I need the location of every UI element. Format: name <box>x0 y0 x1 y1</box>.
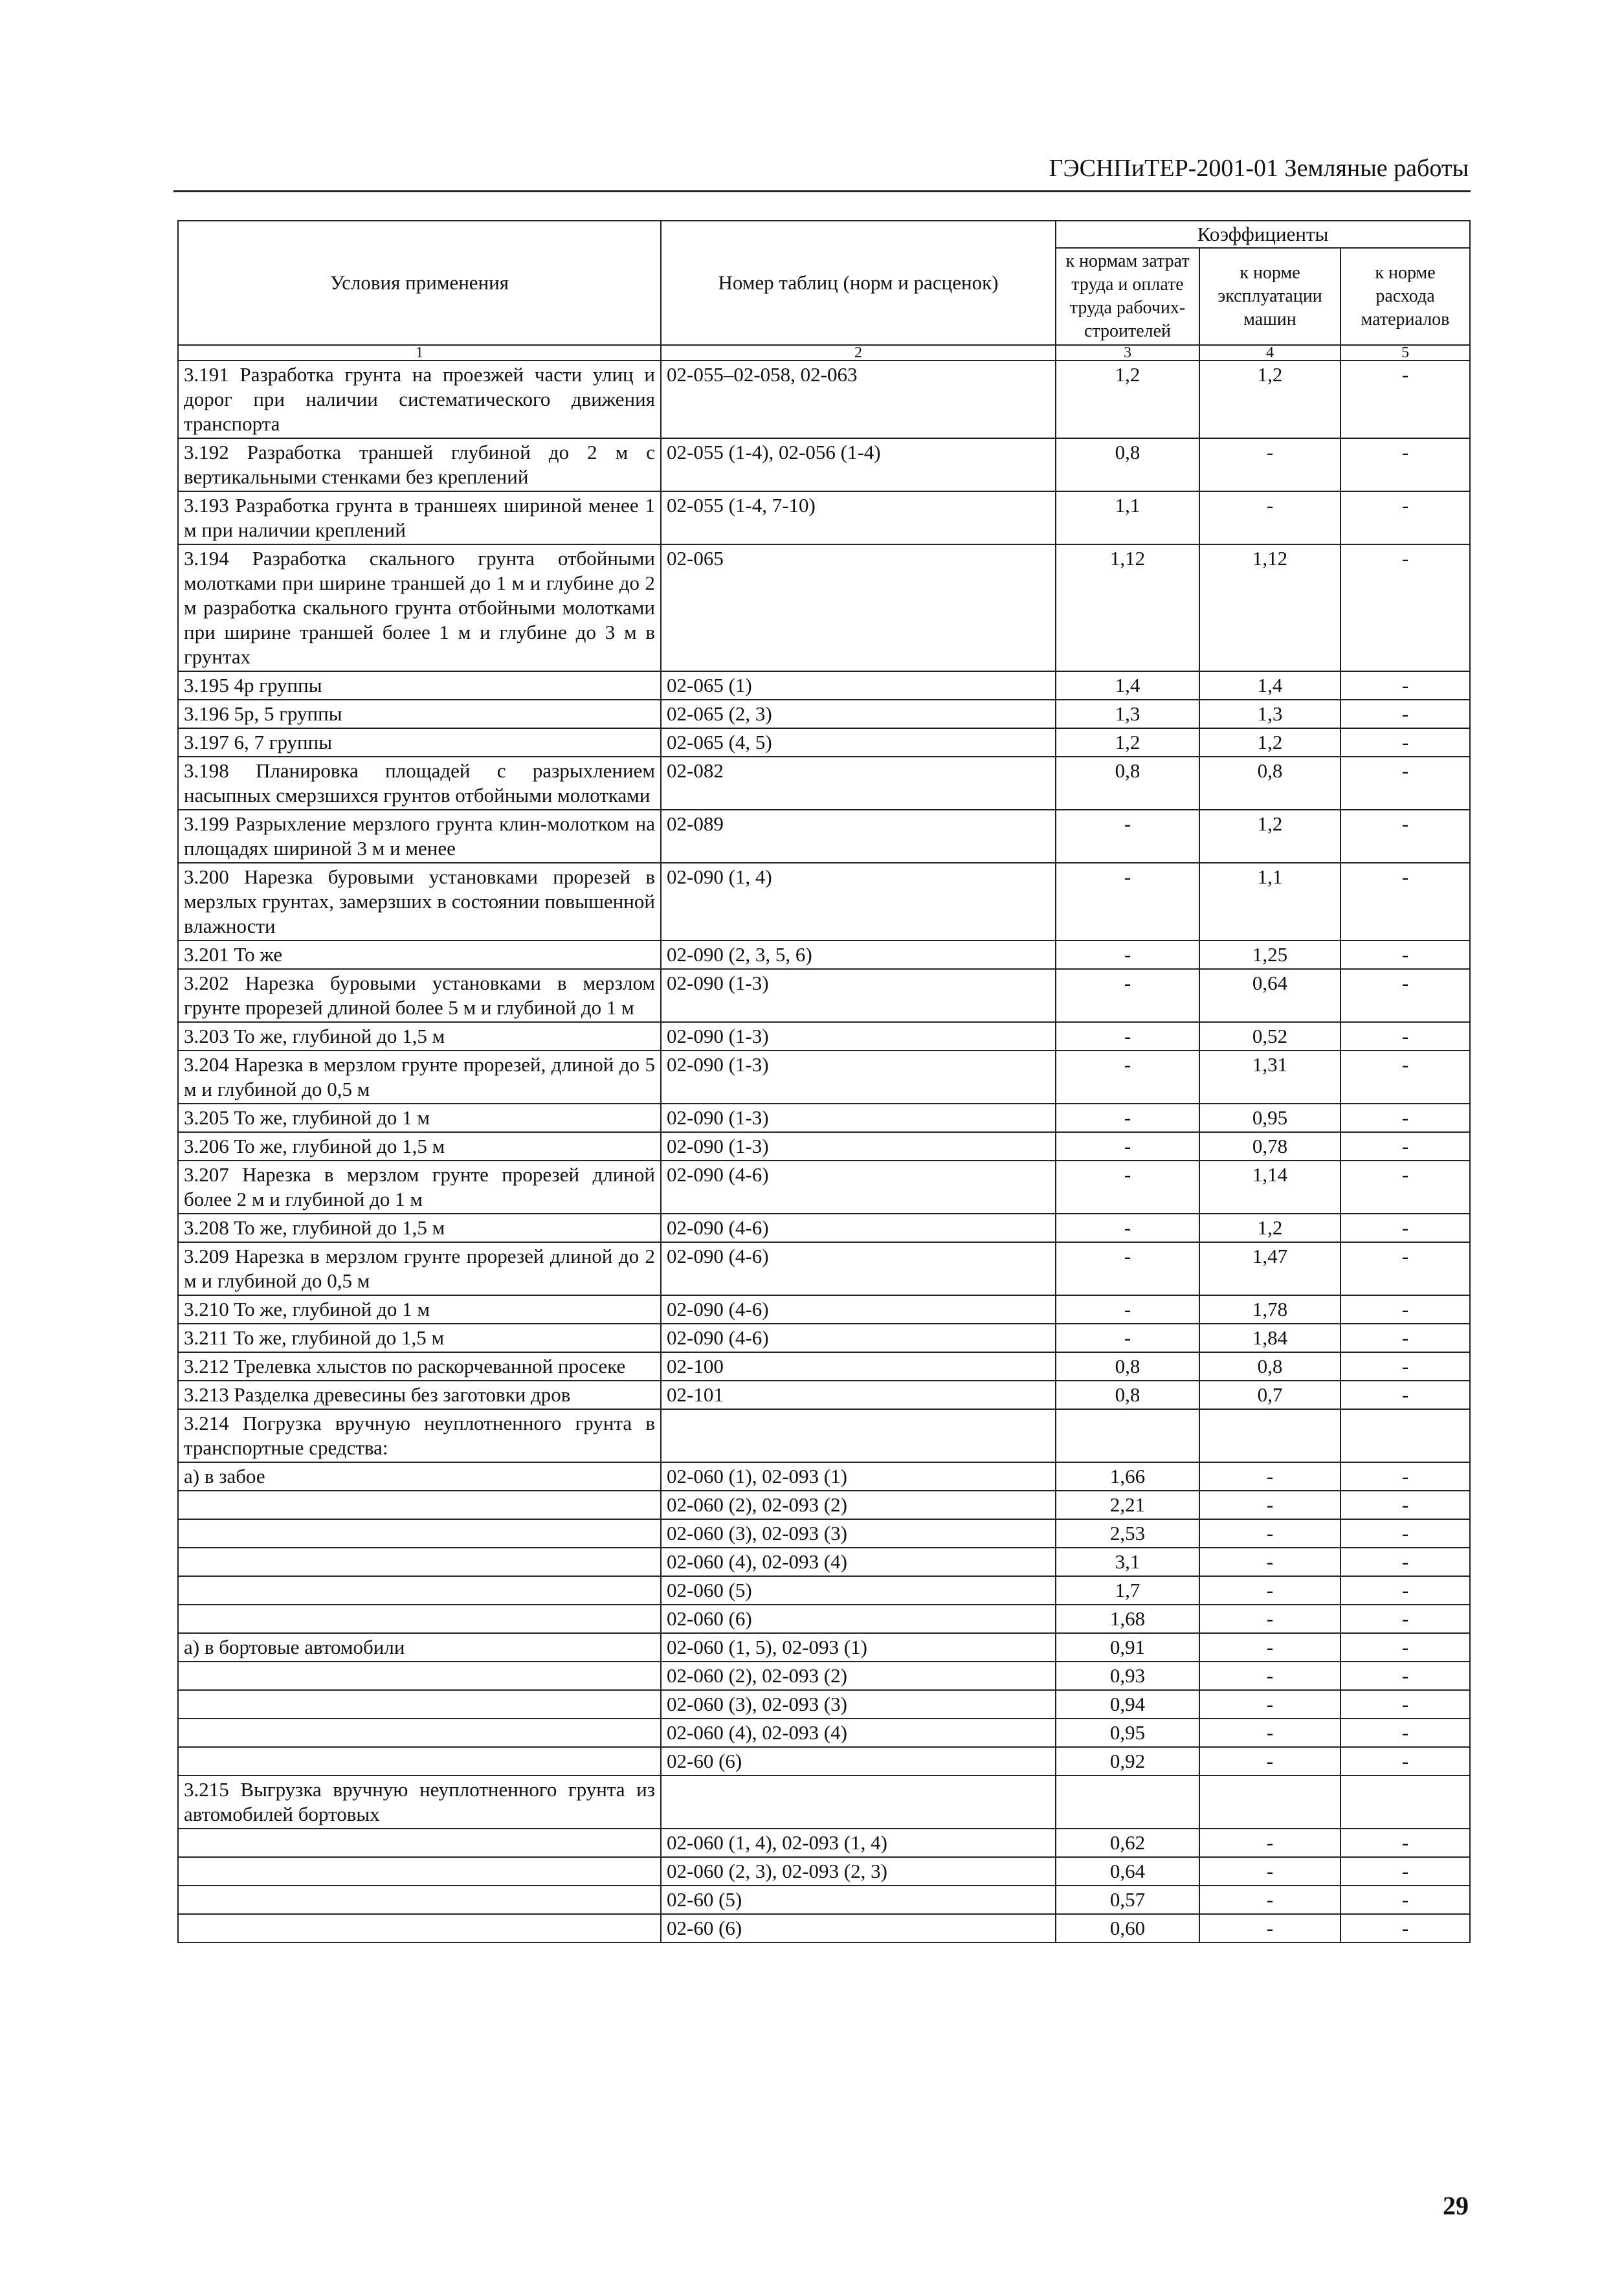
table-row <box>178 491 1470 544</box>
table-row <box>178 1776 1470 1829</box>
table-row <box>178 1719 1470 1747</box>
tables-cell: 02-060 (2), 02-093 (2) <box>661 1491 1056 1519</box>
machines-coefficient-cell: - <box>1199 438 1340 491</box>
tables-cell: 02-060 (6) <box>661 1605 1056 1633</box>
tables-cell: 02-055–02-058, 02-063 <box>661 361 1056 438</box>
labor-coefficient-cell: - <box>1056 1242 1199 1295</box>
table-row <box>178 1690 1470 1719</box>
materials-coefficient-cell: - <box>1340 810 1470 863</box>
tables-cell: 02-060 (3), 02-093 (3) <box>661 1519 1056 1548</box>
labor-coefficient-cell: 1,7 <box>1056 1576 1199 1605</box>
labor-coefficient-cell: - <box>1056 810 1199 863</box>
materials-coefficient-cell: - <box>1340 757 1470 810</box>
machines-coefficient-cell <box>1199 1776 1340 1829</box>
labor-coefficient-cell: 0,8 <box>1056 438 1199 491</box>
labor-coefficient-cell: - <box>1056 941 1199 969</box>
tables-cell: 02-60 (6) <box>661 1914 1056 1943</box>
labor-coefficient-cell <box>1056 1409 1199 1462</box>
machines-coefficient-cell: 0,64 <box>1199 969 1340 1022</box>
table-row <box>178 700 1470 728</box>
tables-cell: 02-090 (1-3) <box>661 1022 1056 1051</box>
column-number: 4 <box>1199 345 1340 361</box>
materials-coefficient-cell: - <box>1340 1519 1470 1548</box>
tables-cell: 02-060 (4), 02-093 (4) <box>661 1719 1056 1747</box>
running-header: ГЭСНПиТЕР-2001-01 Земляные работы <box>1049 155 1469 182</box>
labor-coefficient-cell: 1,66 <box>1056 1462 1199 1491</box>
condition-cell: 3.201 То же <box>178 941 661 969</box>
table-row <box>178 1747 1470 1776</box>
machines-coefficient-cell: 0,95 <box>1199 1104 1340 1132</box>
materials-coefficient-cell: - <box>1340 361 1470 438</box>
table-row <box>178 863 1470 941</box>
materials-coefficient-cell: - <box>1340 1914 1470 1943</box>
materials-coefficient-cell <box>1340 1409 1470 1462</box>
table-row <box>178 671 1470 700</box>
materials-coefficient-cell: - <box>1340 969 1470 1022</box>
tables-cell: 02-090 (4-6) <box>661 1324 1056 1352</box>
header-rule <box>173 190 1471 192</box>
tables-cell: 02-101 <box>661 1381 1056 1409</box>
table-row <box>178 757 1470 810</box>
condition-cell <box>178 1857 661 1886</box>
column-number: 5 <box>1340 345 1470 361</box>
condition-cell <box>178 1747 661 1776</box>
table-body <box>178 361 1470 1943</box>
labor-coefficient-cell: 0,62 <box>1056 1829 1199 1857</box>
tables-cell: 02-060 (2), 02-093 (2) <box>661 1662 1056 1690</box>
materials-coefficient-cell: - <box>1340 1324 1470 1352</box>
machines-coefficient-cell: 1,2 <box>1199 361 1340 438</box>
tables-cell: 02-060 (1, 5), 02-093 (1) <box>661 1633 1056 1662</box>
labor-coefficient-cell: - <box>1056 1295 1199 1324</box>
machines-coefficient-cell: - <box>1199 1491 1340 1519</box>
condition-cell <box>178 1690 661 1719</box>
header-labor: к нормам затрат труда и оплате труда рабочих-строителей <box>1056 248 1199 345</box>
materials-coefficient-cell: - <box>1340 728 1470 757</box>
machines-coefficient-cell: - <box>1199 1662 1340 1690</box>
table-row <box>178 1462 1470 1491</box>
machines-coefficient-cell: - <box>1199 491 1340 544</box>
labor-coefficient-cell: 0,64 <box>1056 1857 1199 1886</box>
tables-cell <box>661 1409 1056 1462</box>
tables-cell: 02-060 (2, 3), 02-093 (2, 3) <box>661 1857 1056 1886</box>
condition-cell: 3.206 То же, глубиной до 1,5 м <box>178 1132 661 1161</box>
condition-cell: 3.197 6, 7 группы <box>178 728 661 757</box>
condition-cell <box>178 1576 661 1605</box>
machines-coefficient-cell: - <box>1199 1829 1340 1857</box>
condition-cell: 3.198 Планировка площадей с разрыхлением насыпных смерзшихся грунтов отбойными молотками <box>178 757 661 810</box>
tables-cell: 02-060 (1, 4), 02-093 (1, 4) <box>661 1829 1056 1857</box>
labor-coefficient-cell: 0,8 <box>1056 757 1199 810</box>
table-row <box>178 1051 1470 1104</box>
tables-cell: 02-60 (5) <box>661 1886 1056 1914</box>
materials-coefficient-cell: - <box>1340 941 1470 969</box>
condition-cell <box>178 1491 661 1519</box>
labor-coefficient-cell: - <box>1056 1051 1199 1104</box>
table-row <box>178 728 1470 757</box>
condition-cell: 3.192 Разработка траншей глубиной до 2 м с вертикальными стенками без креплений <box>178 438 661 491</box>
condition-cell: 3.196 5р, 5 группы <box>178 700 661 728</box>
condition-cell <box>178 1662 661 1690</box>
materials-coefficient-cell: - <box>1340 1719 1470 1747</box>
labor-coefficient-cell: 0,8 <box>1056 1381 1199 1409</box>
machines-coefficient-cell: - <box>1199 1633 1340 1662</box>
labor-coefficient-cell: - <box>1056 1022 1199 1051</box>
machines-coefficient-cell: - <box>1199 1519 1340 1548</box>
table-row <box>178 1491 1470 1519</box>
table-row <box>178 1914 1470 1943</box>
materials-coefficient-cell: - <box>1340 1633 1470 1662</box>
labor-coefficient-cell: 0,91 <box>1056 1633 1199 1662</box>
tables-cell: 02-065 (4, 5) <box>661 728 1056 757</box>
materials-coefficient-cell: - <box>1340 1886 1470 1914</box>
tables-cell: 02-082 <box>661 757 1056 810</box>
machines-coefficient-cell: 1,2 <box>1199 810 1340 863</box>
machines-coefficient-cell: 0,52 <box>1199 1022 1340 1051</box>
machines-coefficient-cell <box>1199 1409 1340 1462</box>
materials-coefficient-cell: - <box>1340 1104 1470 1132</box>
condition-cell: 3.212 Трелевка хлыстов по раскорчеванной просеке <box>178 1352 661 1381</box>
tables-cell: 02-055 (1-4), 02-056 (1-4) <box>661 438 1056 491</box>
condition-cell <box>178 1886 661 1914</box>
materials-coefficient-cell <box>1340 1776 1470 1829</box>
materials-coefficient-cell: - <box>1340 544 1470 671</box>
condition-cell: а) в бортовые автомобили <box>178 1633 661 1662</box>
table-row <box>178 544 1470 671</box>
condition-cell: 3.193 Разработка грунта в траншеях шириной менее 1 м при наличии креплений <box>178 491 661 544</box>
condition-cell: 3.208 То же, глубиной до 1,5 м <box>178 1214 661 1242</box>
condition-cell <box>178 1605 661 1633</box>
tables-cell: 02-065 (1) <box>661 671 1056 700</box>
tables-cell: 02-090 (4-6) <box>661 1214 1056 1242</box>
labor-coefficient-cell: 0,8 <box>1056 1352 1199 1381</box>
tables-cell: 02-090 (1-3) <box>661 1104 1056 1132</box>
table-row <box>178 1214 1470 1242</box>
machines-coefficient-cell: - <box>1199 1690 1340 1719</box>
materials-coefficient-cell: - <box>1340 1690 1470 1719</box>
machines-coefficient-cell: 1,84 <box>1199 1324 1340 1352</box>
table-row <box>178 361 1470 438</box>
materials-coefficient-cell: - <box>1340 1576 1470 1605</box>
machines-coefficient-cell: 0,78 <box>1199 1132 1340 1161</box>
materials-coefficient-cell: - <box>1340 1161 1470 1214</box>
labor-coefficient-cell: - <box>1056 863 1199 941</box>
column-number: 3 <box>1056 345 1199 361</box>
tables-cell: 02-090 (1, 4) <box>661 863 1056 941</box>
tables-cell: 02-090 (2, 3, 5, 6) <box>661 941 1056 969</box>
tables-cell: 02-60 (6) <box>661 1747 1056 1776</box>
column-number: 1 <box>178 345 661 361</box>
machines-coefficient-cell: 1,3 <box>1199 700 1340 728</box>
labor-coefficient-cell: 1,1 <box>1056 491 1199 544</box>
materials-coefficient-cell: - <box>1340 1381 1470 1409</box>
tables-cell: 02-089 <box>661 810 1056 863</box>
machines-coefficient-cell: - <box>1199 1605 1340 1633</box>
table-row <box>178 1605 1470 1633</box>
condition-cell <box>178 1914 661 1943</box>
materials-coefficient-cell: - <box>1340 1462 1470 1491</box>
table-row <box>178 1886 1470 1914</box>
table-row <box>178 1829 1470 1857</box>
labor-coefficient-cell: 2,21 <box>1056 1491 1199 1519</box>
machines-coefficient-cell: 1,47 <box>1199 1242 1340 1295</box>
machines-coefficient-cell: 1,14 <box>1199 1161 1340 1214</box>
table-row <box>178 1576 1470 1605</box>
materials-coefficient-cell: - <box>1340 491 1470 544</box>
condition-cell: 3.214 Погрузка вручную неуплотненного грунта в транспортные средства: <box>178 1409 661 1462</box>
condition-cell: 3.194 Разработка скального грунта отбойными молотками при ширине траншей до 1 м и глубине до 2 м разработка скального грунта отбойными молотками при ширине траншей более 1 м и глубине до 3 м в грунтах <box>178 544 661 671</box>
machines-coefficient-cell: - <box>1199 1576 1340 1605</box>
machines-coefficient-cell: - <box>1199 1857 1340 1886</box>
labor-coefficient-cell: 1,2 <box>1056 728 1199 757</box>
materials-coefficient-cell: - <box>1340 1132 1470 1161</box>
condition-cell: 3.191 Разработка грунта на проезжей части улиц и дорог при наличии систематического движения транспорта <box>178 361 661 438</box>
table-row <box>178 1857 1470 1886</box>
condition-cell: 3.200 Нарезка буровыми установками прорезей в мерзлых грунтах, замерзших в состоянии повышенной влажности <box>178 863 661 941</box>
header-coefficients: Коэффициенты <box>1056 221 1470 248</box>
labor-coefficient-cell: 1,68 <box>1056 1605 1199 1633</box>
header-tables: Номер таблиц (норм и расценок) <box>661 221 1056 345</box>
materials-coefficient-cell: - <box>1340 1747 1470 1776</box>
tables-cell: 02-065 <box>661 544 1056 671</box>
table-row <box>178 1022 1470 1051</box>
tables-cell: 02-090 (4-6) <box>661 1295 1056 1324</box>
table-row <box>178 1161 1470 1214</box>
machines-coefficient-cell: - <box>1199 1886 1340 1914</box>
tables-cell: 02-100 <box>661 1352 1056 1381</box>
labor-coefficient-cell: 1,3 <box>1056 700 1199 728</box>
machines-coefficient-cell: 1,12 <box>1199 544 1340 671</box>
condition-cell <box>178 1519 661 1548</box>
materials-coefficient-cell: - <box>1340 1295 1470 1324</box>
machines-coefficient-cell: 0,8 <box>1199 1352 1340 1381</box>
materials-coefficient-cell: - <box>1340 1857 1470 1886</box>
condition-cell: 3.215 Выгрузка вручную неуплотненного грунта из автомобилей бортовых <box>178 1776 661 1829</box>
machines-coefficient-cell: - <box>1199 1719 1340 1747</box>
machines-coefficient-cell: - <box>1199 1747 1340 1776</box>
table-row <box>178 1295 1470 1324</box>
header-materials: к норме расхода материалов <box>1340 248 1470 345</box>
materials-coefficient-cell: - <box>1340 1829 1470 1857</box>
materials-coefficient-cell: - <box>1340 1214 1470 1242</box>
machines-coefficient-cell: 1,2 <box>1199 1214 1340 1242</box>
table-row <box>178 941 1470 969</box>
table-row <box>178 1519 1470 1548</box>
condition-cell: 3.211 То же, глубиной до 1,5 м <box>178 1324 661 1352</box>
labor-coefficient-cell: - <box>1056 1104 1199 1132</box>
table-row <box>178 1242 1470 1295</box>
machines-coefficient-cell: - <box>1199 1462 1340 1491</box>
labor-coefficient-cell: - <box>1056 1324 1199 1352</box>
machines-coefficient-cell: - <box>1199 1914 1340 1943</box>
condition-cell: 3.199 Разрыхление мерзлого грунта клин-молотком на площадях шириной 3 м и менее <box>178 810 661 863</box>
tables-cell: 02-090 (4-6) <box>661 1242 1056 1295</box>
condition-cell <box>178 1719 661 1747</box>
materials-coefficient-cell: - <box>1340 1548 1470 1576</box>
condition-cell: 3.207 Нарезка в мерзлом грунте прорезей длиной более 2 м и глубиной до 1 м <box>178 1161 661 1214</box>
tables-cell <box>661 1776 1056 1829</box>
machines-coefficient-cell: 1,2 <box>1199 728 1340 757</box>
tables-cell: 02-060 (4), 02-093 (4) <box>661 1548 1056 1576</box>
table-row <box>178 438 1470 491</box>
condition-cell: а) в забое <box>178 1462 661 1491</box>
condition-cell: 3.195 4р группы <box>178 671 661 700</box>
materials-coefficient-cell: - <box>1340 1491 1470 1519</box>
materials-coefficient-cell: - <box>1340 671 1470 700</box>
labor-coefficient-cell: - <box>1056 1161 1199 1214</box>
materials-coefficient-cell: - <box>1340 1662 1470 1690</box>
tables-cell: 02-065 (2, 3) <box>661 700 1056 728</box>
labor-coefficient-cell: 0,60 <box>1056 1914 1199 1943</box>
table-row <box>178 810 1470 863</box>
machines-coefficient-cell: 0,8 <box>1199 757 1340 810</box>
labor-coefficient-cell: - <box>1056 1132 1199 1161</box>
labor-coefficient-cell: 1,2 <box>1056 361 1199 438</box>
table-row <box>178 1132 1470 1161</box>
page-number: 29 <box>1443 2191 1469 2220</box>
labor-coefficient-cell: 2,53 <box>1056 1519 1199 1548</box>
tables-cell: 02-060 (1), 02-093 (1) <box>661 1462 1056 1491</box>
machines-coefficient-cell: 1,25 <box>1199 941 1340 969</box>
table-row <box>178 1548 1470 1576</box>
materials-coefficient-cell: - <box>1340 1022 1470 1051</box>
tables-cell: 02-090 (1-3) <box>661 1051 1056 1104</box>
tables-cell: 02-060 (5) <box>661 1576 1056 1605</box>
tables-cell: 02-090 (4-6) <box>661 1161 1056 1214</box>
tables-cell: 02-090 (1-3) <box>661 1132 1056 1161</box>
machines-coefficient-cell: 1,31 <box>1199 1051 1340 1104</box>
table-row <box>178 1104 1470 1132</box>
tables-cell: 02-060 (3), 02-093 (3) <box>661 1690 1056 1719</box>
labor-coefficient-cell: - <box>1056 1214 1199 1242</box>
machines-coefficient-cell: 1,78 <box>1199 1295 1340 1324</box>
machines-coefficient-cell: 1,1 <box>1199 863 1340 941</box>
labor-coefficient-cell: 3,1 <box>1056 1548 1199 1576</box>
machines-coefficient-cell: - <box>1199 1548 1340 1576</box>
table-row <box>178 1381 1470 1409</box>
condition-cell <box>178 1829 661 1857</box>
machines-coefficient-cell: 1,4 <box>1199 671 1340 700</box>
materials-coefficient-cell: - <box>1340 863 1470 941</box>
condition-cell: 3.213 Разделка древесины без заготовки дров <box>178 1381 661 1409</box>
labor-coefficient-cell <box>1056 1776 1199 1829</box>
column-number: 2 <box>661 345 1056 361</box>
tables-cell: 02-055 (1-4, 7-10) <box>661 491 1056 544</box>
labor-coefficient-cell: 0,93 <box>1056 1662 1199 1690</box>
labor-coefficient-cell: 1,12 <box>1056 544 1199 671</box>
table-row <box>178 1662 1470 1690</box>
table-row <box>178 969 1470 1022</box>
materials-coefficient-cell: - <box>1340 1605 1470 1633</box>
table-row <box>178 1352 1470 1381</box>
materials-coefficient-cell: - <box>1340 1352 1470 1381</box>
materials-coefficient-cell: - <box>1340 700 1470 728</box>
table-row <box>178 1633 1470 1662</box>
materials-coefficient-cell: - <box>1340 1242 1470 1295</box>
condition-cell: 3.210 То же, глубиной до 1 м <box>178 1295 661 1324</box>
coefficients-table <box>177 220 1471 1943</box>
table-row <box>178 1409 1470 1462</box>
condition-cell: 3.203 То же, глубиной до 1,5 м <box>178 1022 661 1051</box>
labor-coefficient-cell: - <box>1056 969 1199 1022</box>
condition-cell: 3.209 Нарезка в мерзлом грунте прорезей длиной до 2 м и глубиной до 0,5 м <box>178 1242 661 1295</box>
condition-cell: 3.205 То же, глубиной до 1 м <box>178 1104 661 1132</box>
header-conditions: Условия применения <box>178 221 661 345</box>
labor-coefficient-cell: 0,57 <box>1056 1886 1199 1914</box>
materials-coefficient-cell: - <box>1340 1051 1470 1104</box>
table-row <box>178 1324 1470 1352</box>
machines-coefficient-cell: 0,7 <box>1199 1381 1340 1409</box>
labor-coefficient-cell: 1,4 <box>1056 671 1199 700</box>
labor-coefficient-cell: 0,94 <box>1056 1690 1199 1719</box>
condition-cell: 3.202 Нарезка буровыми установками в мерзлом грунте прорезей длиной более 5 м и глубиной до 1 м <box>178 969 661 1022</box>
condition-cell <box>178 1548 661 1576</box>
labor-coefficient-cell: 0,92 <box>1056 1747 1199 1776</box>
tables-cell: 02-090 (1-3) <box>661 969 1056 1022</box>
materials-coefficient-cell: - <box>1340 438 1470 491</box>
labor-coefficient-cell: 0,95 <box>1056 1719 1199 1747</box>
condition-cell: 3.204 Нарезка в мерзлом грунте прорезей, длиной до 5 м и глубиной до 0,5 м <box>178 1051 661 1104</box>
header-machines: к норме эксплуатации машин <box>1199 248 1340 345</box>
